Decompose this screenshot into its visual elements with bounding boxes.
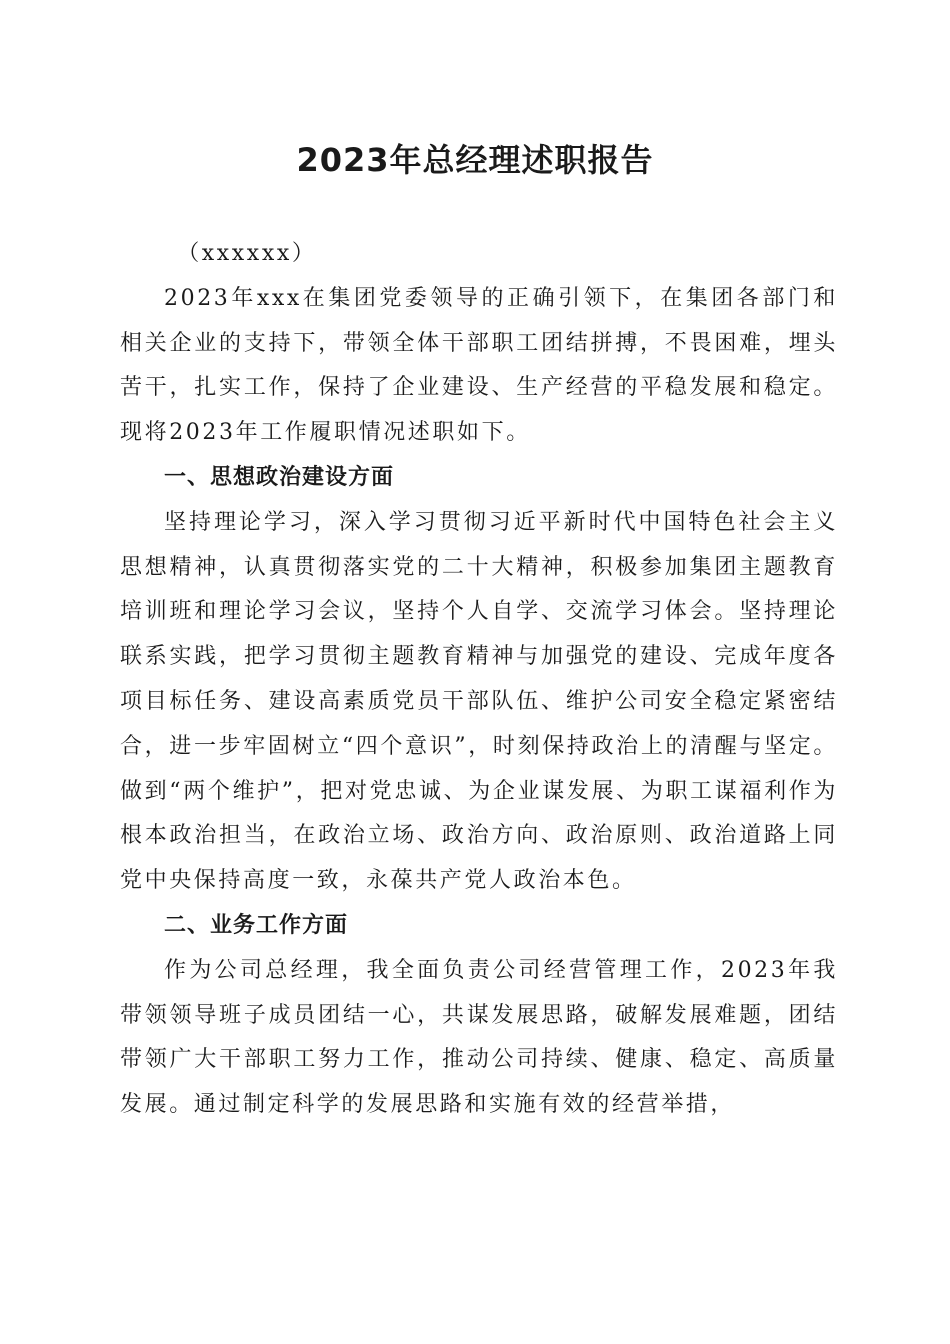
intro-paragraph: 2023年xxx在集团党委领导的正确引领下，在集团各部门和相关企业的支持下，带领全体干部职工团结拼搏，不畏困难，埋头苦干，扎实工作，保持了企业建设、生产经营的平稳发展和稳定。现将2023年工作履职情况述职如下。 xyxy=(120,285,838,446)
section-heading-business: 二、业务工作方面 xyxy=(164,912,349,938)
document-title: 2023年总经理述职报告 xyxy=(296,141,654,179)
author-line: （xxxxxx） xyxy=(177,241,317,266)
section-paragraph-political: 坚持理论学习，深入学习贯彻习近平新时代中国特色社会主义思想精神，认真贯彻落实党的二十大精神，积极参加集团主题教育培训班和理论学习会议，坚持个人自学、交流学习体会。坚持理论联系实践，把学习贯彻主题教育精神与加强党的建设、完成年度各项目标任务、建设高素质党员干部队伍、维护公司安全稳定紧密结合，进一步牢固树立“四个意识”，时刻保持政治上的清醒与坚定。做到“两个维护”，把对党忠诚、为企业谋发展、为职工谋福利作为根本政治担当，在政治立场、政治方向、政治原则、政治道路上同党中央保持高度一致，永葆共产党人政治本色。 xyxy=(120,509,838,894)
section-paragraph-business: 作为公司总经理，我全面负责公司经营管理工作，2023年我带领领导班子成员团结一心，共谋发展思路，破解发展难题，团结带领广大干部职工努力工作，推动公司持续、健康、稳定、高质量发展。通过制定科学的发展思路和实施有效的经营举措， xyxy=(120,957,838,1118)
document-body xyxy=(120,232,838,1128)
section-heading-political: 一、思想政治建设方面 xyxy=(164,464,395,490)
